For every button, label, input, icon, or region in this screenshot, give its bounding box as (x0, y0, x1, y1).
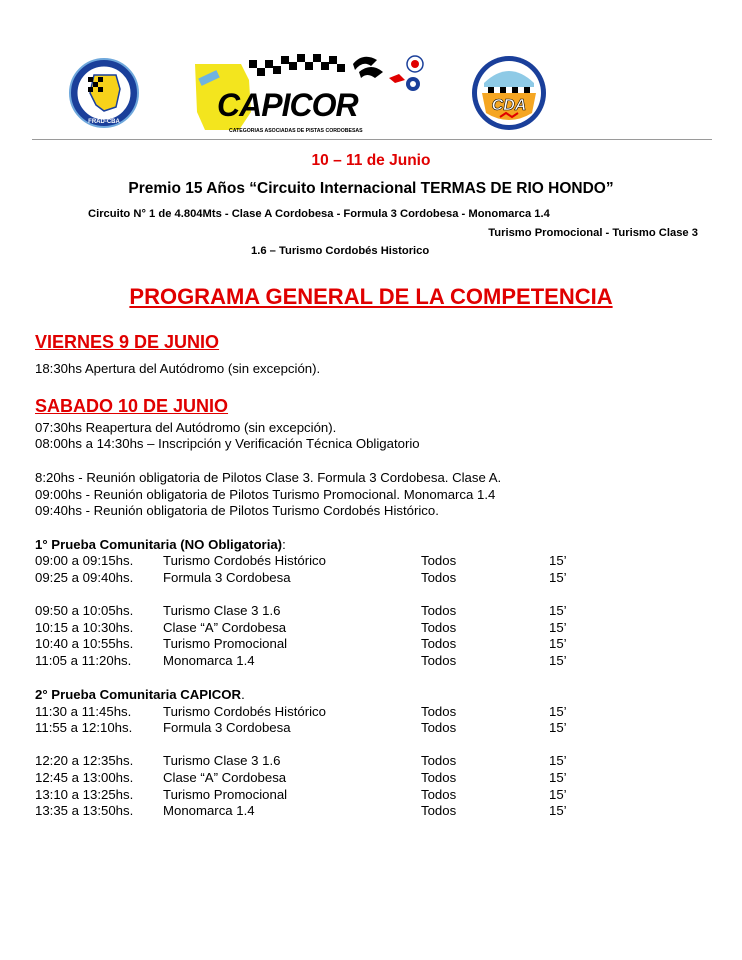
row-participants: Todos (421, 636, 457, 651)
row-duration: 15’ (549, 704, 567, 719)
row-category: Monomarca 1.4 (163, 803, 255, 818)
prueba-2-title-dot: . (241, 687, 245, 702)
event-date: 10 – 11 de Junio (311, 152, 431, 169)
row-participants: Todos (421, 653, 457, 668)
row-duration: 15’ (549, 553, 567, 568)
row-participants: Todos (421, 803, 457, 818)
row-time: 09:00 a 09:15hs. (35, 553, 134, 568)
row-time: 11:55 a 12:10hs. (35, 720, 133, 735)
schedule-row (35, 636, 635, 652)
cda-logo-text: CDA (491, 97, 527, 114)
row-duration: 15’ (549, 570, 567, 585)
row-participants: Todos (421, 570, 457, 585)
row-duration: 15’ (549, 620, 567, 635)
row-participants: Todos (421, 704, 457, 719)
row-duration: 15’ (549, 720, 567, 735)
circuit-info-line-1: Circuito N° 1 de 4.804Mts - Clase A Cordobesa - Formula 3 Cordobesa - Monomarca 1.4 (88, 208, 550, 220)
capicor-logo-text: CAPICOR (217, 87, 358, 123)
row-category: Turismo Cordobés Histórico (163, 553, 326, 568)
schedule-row (35, 620, 635, 636)
row-time: 09:50 a 10:05hs. (35, 603, 134, 618)
row-category: Formula 3 Cordobesa (163, 570, 291, 585)
row-time: 11:30 a 11:45hs. (35, 704, 132, 719)
schedule-row (35, 803, 635, 819)
schedule-row (35, 653, 635, 669)
row-time: 10:40 a 10:55hs. (35, 636, 134, 651)
row-duration: 15’ (549, 753, 567, 768)
saturday-heading: SABADO 10 DE JUNIO (35, 396, 229, 416)
row-category: Turismo Promocional (163, 787, 288, 802)
prueba-1-title-colon: : (282, 537, 286, 552)
row-participants: Todos (421, 603, 457, 618)
schedule-row (35, 553, 635, 569)
prueba-2-title-text: 2° Prueba Comunitaria CAPICOR (35, 687, 242, 702)
row-time: 12:45 a 13:00hs. (35, 770, 134, 785)
row-participants: Todos (421, 787, 457, 802)
schedule-row (35, 770, 635, 786)
prueba-1-title (35, 537, 286, 552)
saturday-line: 07:30hs Reapertura del Autódromo (sin excepción). (35, 420, 337, 435)
row-participants: Todos (421, 553, 457, 568)
friday-heading: VIERNES 9 DE JUNIO (35, 332, 220, 352)
schedule-row (35, 704, 635, 720)
row-time: 09:25 a 09:40hs. (35, 570, 134, 585)
row-category: Turismo Promocional (163, 636, 288, 651)
drivers-meeting-line: 8:20hs - Reunión obligatoria de Pilotos Clase 3. Formula 3 Cordobesa. Clase A. (35, 470, 502, 485)
row-category: Turismo Cordobés Histórico (163, 704, 326, 719)
saturday-line: 08:00hs a 14:30hs – Inscripción y Verificación Técnica Obligatorio (35, 436, 420, 451)
header-divider (32, 139, 712, 140)
row-participants: Todos (421, 770, 457, 785)
row-category: Clase “A” Cordobesa (163, 770, 287, 785)
row-category: Turismo Clase 3 1.6 (163, 603, 281, 618)
row-time: 13:10 a 13:25hs. (35, 787, 134, 802)
schedule-row (35, 720, 635, 736)
row-duration: 15’ (549, 803, 567, 818)
frad-cba-logo (68, 57, 140, 129)
row-participants: Todos (421, 753, 457, 768)
event-prize-title: Premio 15 Años “Circuito Internacional TERMAS DE RIO HONDO” (128, 180, 614, 197)
row-time: 12:20 a 12:35hs. (35, 753, 134, 768)
circuit-info-line-3: 1.6 – Turismo Cordobés Historico (251, 245, 430, 257)
friday-opening-line: 18:30hs Apertura del Autódromo (sin excepción). (35, 361, 321, 376)
capicor-logo-subtitle: CATEGORIAS ASOCIADAS DE PISTAS CORDOBESAS (229, 128, 363, 134)
schedule-row (35, 570, 635, 586)
row-duration: 15’ (549, 603, 567, 618)
row-category: Turismo Clase 3 1.6 (163, 753, 281, 768)
cda-logo (470, 53, 548, 133)
row-participants: Todos (421, 720, 457, 735)
frad-cba-logo-text: FRAD-CBA (88, 119, 120, 125)
schedule-row (35, 603, 635, 619)
row-duration: 15’ (549, 653, 567, 668)
prueba-1-title-text: 1° Prueba Comunitaria (NO Obligatoria) (35, 537, 283, 552)
row-category: Clase “A” Cordobesa (163, 620, 287, 635)
row-time: 13:35 a 13:50hs. (35, 803, 134, 818)
row-category: Monomarca 1.4 (163, 653, 255, 668)
prueba-2-title (35, 687, 245, 702)
row-duration: 15’ (549, 787, 567, 802)
circuit-info-line-2: Turismo Promocional - Turismo Clase 3 (488, 227, 698, 239)
drivers-meeting-line: 09:40hs - Reunión obligatoria de Pilotos Turismo Cordobés Histórico. (35, 503, 439, 518)
capicor-logo (185, 50, 427, 142)
row-time: 10:15 a 10:30hs. (35, 620, 134, 635)
row-duration: 15’ (549, 636, 567, 651)
schedule-row (35, 787, 635, 803)
drivers-meeting-line: 09:00hs - Reunión obligatoria de Pilotos Turismo Promocional. Monomarca 1.4 (35, 487, 496, 502)
row-category: Formula 3 Cordobesa (163, 720, 291, 735)
row-time: 11:05 a 11:20hs. (35, 653, 132, 668)
program-title: PROGRAMA GENERAL DE LA COMPETENCIA (129, 284, 613, 309)
row-participants: Todos (421, 620, 457, 635)
row-duration: 15’ (549, 770, 567, 785)
schedule-row (35, 753, 635, 769)
